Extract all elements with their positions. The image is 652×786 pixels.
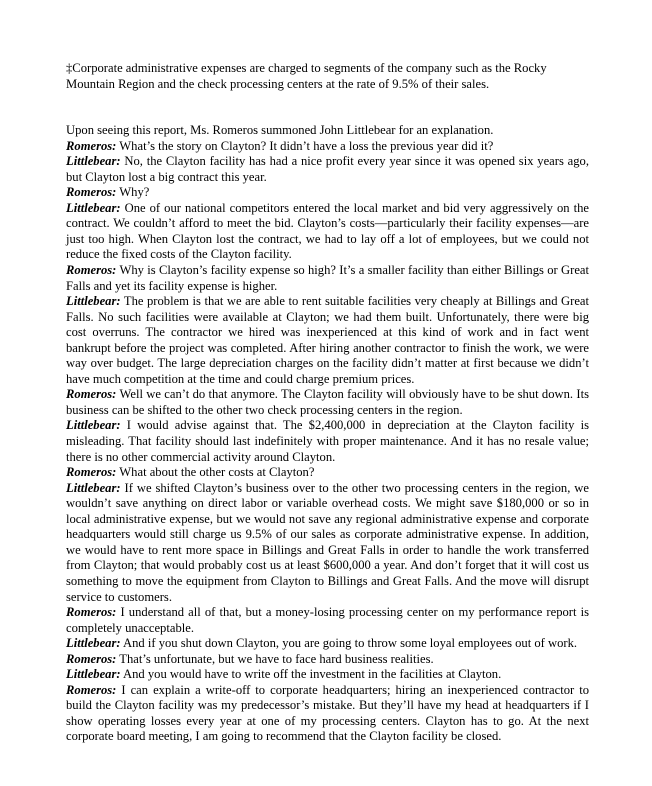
speaker-name: Romeros: [66,185,117,200]
speaker-name: Romeros: [66,651,117,666]
speaker-name: Romeros: [66,465,117,480]
dialogue-text: The problem is that we are able to rent suitable facilities very cheaply at Billings and Great Falls. No such facilities were available at Clayton; we had them built. Unfortunately, there were big cost overruns. The contractor we hired was inexperienced at this kind of work and in fact went bankrupt before the project was completed. After hiring another contractor to finish the work, we were way over budget. The large depreciation charges on the facility didn’t matter at first because we didn’t have much competition at the time and could charge premium prices. [66,294,590,386]
dialogue-text: Why? [119,185,150,200]
speaker-name: Littlebear: [66,154,121,169]
speaker-name: Romeros: [66,263,117,278]
dialogue-text: That’s unfortunate, but we have to face hard business realities. [119,651,434,666]
dialogue-line [66,263,589,294]
speaker-name: Littlebear: [66,418,121,433]
speaker-name: Romeros: [66,387,117,402]
dialogue-line [66,667,589,683]
speaker-name: Littlebear: [66,200,121,215]
dialogue-text: One of our national competitors entered the local market and bid very aggressively on the contract. We couldn’t afford to meet the bid. Clayton’s costs—particularly their facility expenses—are just too high. When Clayton lost the contract, we had to lay off a lot of employees, but we could not reduce the fixed costs of the Clayton facility. [66,200,589,262]
dialogue-text: And you would have to write off the investment in the facilities at Clayton. [123,667,502,682]
dialogue-text: What’s the story on Clayton? It didn’t have a loss the previous year did it? [119,138,494,153]
dialogue-line [66,652,589,668]
dialogue-text: If we shifted Clayton’s business over to the other two processing centers in the region, we wouldn’t save anything on direct labor or variable overhead costs. We might save $180,000 or so in local administrative expense, but we would not save any regional administrative expense and corporate headquarters would still charge us 9.5% of our sales as corporate administrative expense. In addition, we would have to rent more space in Billings and Great Falls in order to handle the work transferred from Clayton; that would probably cost us at least $600,000 a year. And don’t forget that it will cost us something to move the equipment from Clayton to Billings and Great Falls. And the move will disrupt service to customers. [66,480,589,604]
dialogue-line [66,154,589,185]
spacer [66,92,589,123]
speaker-name: Littlebear: [66,636,121,651]
dialogue-line [66,605,589,636]
dialogue-line [66,201,589,263]
speaker-name: Romeros: [66,138,117,153]
speaker-name: Littlebear: [66,480,121,495]
dialogue-text: Well we can’t do that anymore. The Clayton facility will obviously have to be shut down. Its business can be shifted to the other two check processing centers in the region. [66,387,589,417]
dialogue-text: I can explain a write-off to corporate headquarters; hiring an inexperienced contractor to build the Clayton facility was my predecessor’s mistake. But they’ll have my head at headquarters if I show operating losses every year at one of my processing centers. Clayton has to go. At the next corporate board meeting, I am going to recommend that the Clayton facility be closed. [66,682,589,744]
speaker-name: Romeros: [66,605,117,620]
speaker-name: Littlebear: [66,294,121,309]
dialogue-text: I understand all of that, but a money-losing processing center on my performance report is completely unacceptable. [66,605,589,635]
dialogue-line [66,418,589,465]
document-page [66,61,589,745]
dialogue-line [66,636,589,652]
dialogue-line [66,387,589,418]
dialogue-line [66,465,589,481]
intro-paragraph: Upon seeing this report, Ms. Romeros summoned John Littlebear for an explanation. [66,123,494,138]
footnote: ‡Corporate administrative expenses are charged to segments of the company such as the Rocky Mountain Region and the check processing centers at the rate of 9.5% of their sales. [66,61,547,91]
dialogue-text: What about the other costs at Clayton? [119,465,315,480]
speaker-name: Littlebear: [66,667,121,682]
dialogue-text: And if you shut down Clayton, you are going to throw some loyal employees out of work. [123,636,578,651]
dialogue-line [66,481,589,605]
dialogue-text: Why is Clayton’s facility expense so high? It’s a smaller facility than either Billings or Great Falls and yet its facility expense is higher. [66,263,590,293]
speaker-name: Romeros: [66,682,117,697]
dialogue-line [66,139,589,155]
dialogue-line [66,185,589,201]
dialogue-text: No, the Clayton facility has had a nice profit every year since it was opened six years ago, but Clayton lost a big contract this year. [66,154,589,184]
dialogue-line [66,683,589,745]
dialogue-line [66,294,589,387]
dialogue-text: I would advise against that. The $2,400,000 in depreciation at the Clayton facility is misleading. That facility should last indefinitely with proper maintenance. And it has no resale value; there is no other commercial activity around Clayton. [66,418,589,464]
